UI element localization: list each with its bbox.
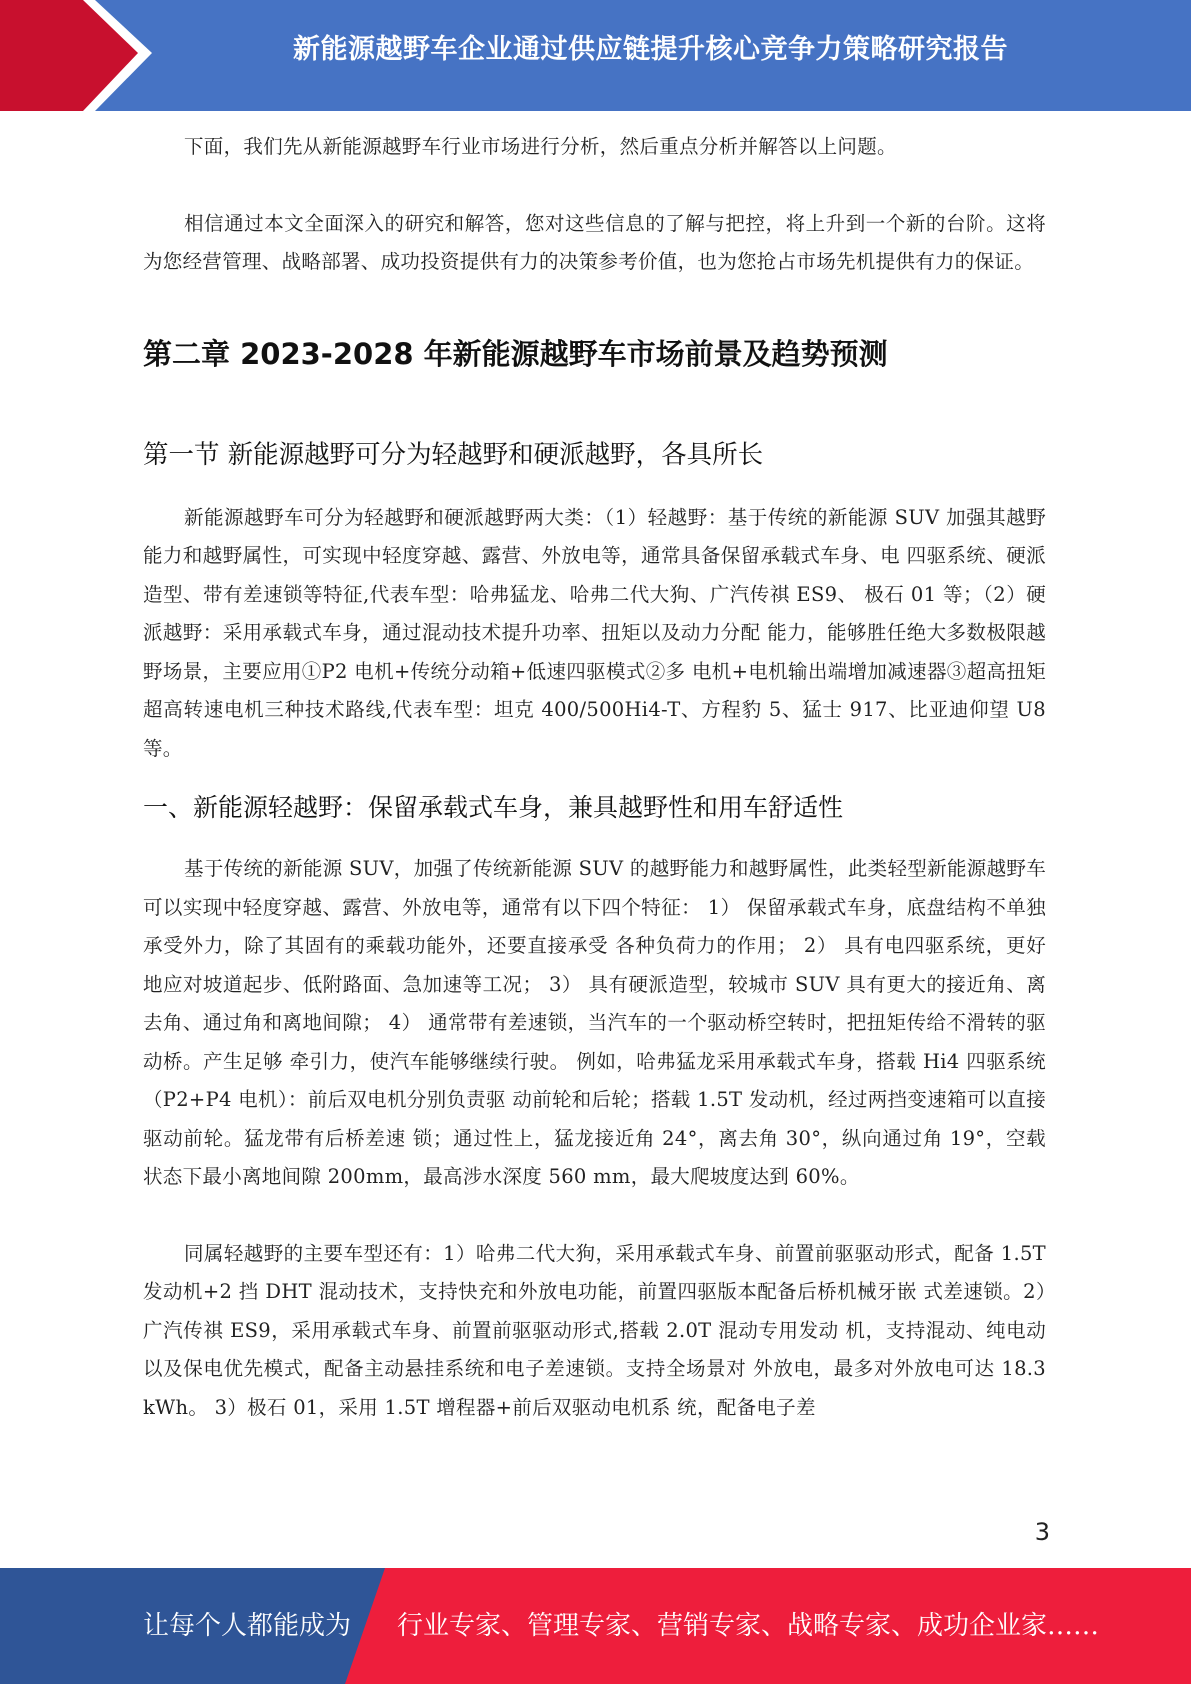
footer-slogan-left: 让每个人都能成为 (143, 1611, 352, 1641)
page-header (0, 0, 1191, 111)
subsection-paragraph-1: 基于传统的新能源 SUV，加强了传统新能源 SUV 的越野能力和越野属性，此类轻型新能源越野车可以实现中轻度穿越、露营、外放电等，通常有以下四个特征： 1） 保留承载式车身，底盘结构不单独承受外力，除了其固有的乘载功能外，还要直接承受 各种负荷力的作用； 2） 具有电四驱系统，更好地应对坡道起步、低附路面、急加速等工况； 3） 具有硬派造型，较城市 SUV 具有更大的接近角、离去角、通过角和离地间隙； 4） 通常带有差速锁，当汽车的一个驱动桥空转时，把扭矩传给不滑转的驱动桥。产生足够 牵引力，使汽车能够继续行驶。 例如，哈弗猛龙采用承载式车身，搭载 Hi4 四驱系统（P2+P4 电机）：前后双电机分别负责驱 动前轮和后轮；搭载 1.5T 发动机，经过两挡变速箱可以直接驱动前轮。猛龙带有后桥差速 锁；通过性上，猛龙接近角 24°，离去角 30°，纵向通过角 19°，空载状态下最小离地间隙 200mm，最高涉水深度 560 mm，最大爬坡度达到 60%。 (143, 857, 1046, 1188)
footer-slogan-right: 行业专家、管理专家、营销专家、战略专家、成功企业家…… (397, 1611, 1100, 1641)
subsection-heading: 一、新能源轻越野：保留承载式车身，兼具越野性和用车舒适性 (143, 793, 844, 822)
section-heading: 第一节 新能源越野可分为轻越野和硬派越野，各具所长 (143, 439, 764, 470)
page-content (143, 128, 1046, 1427)
section-paragraph-1: 新能源越野车可分为轻越野和硬派越野两大类：（1）轻越野：基于传统的新能源 SUV 加强其越野能力和越野属性，可实现中轻度穿越、露营、外放电等，通常具备保留承载式车身、电 四驱系统、硬派造型、带有差速锁等特征,代表车型：哈弗猛龙、哈弗二代大狗、广汽传祺 ES9、 极石 01 等；（2）硬派越野：采用承载式车身，通过混动技术提升功率、扭矩以及动力分配 能力，能够胜任绝大多数极限越野场景，主要应用①P2 电机+传统分动箱+低速四驱模式②多 电机+电机输出端增加减速器③超高扭矩超高转速电机三种技术路线,代表车型：坦克 400/500Hi4-T、方程豹 5、猛士 917、比亚迪仰望 U8 等。 (143, 505, 1046, 760)
subsection-paragraph-2: 同属轻越野的主要车型还有：1）哈弗二代大狗，采用承载式车身、前置前驱驱动形式，配备 1.5T 发动机+2 挡 DHT 混动技术，支持快充和外放电功能，前置四驱版本配备后桥机械牙嵌 式差速锁。2）广汽传祺 ES9，采用承载式车身、前置前驱驱动形式,搭载 2.0T 混动专用发动 机，支持混动、纯电动以及保电优先模式，配备主动悬挂系统和电子差速锁。支持全场景对 外放电，最多对外放电可达 18.3 kWh。 3）极石 01，采用 1.5T 增程器+前后双驱动电机系 统，配备电子差 (143, 1241, 1046, 1419)
intro-paragraph-2: 相信通过本文全面深入的研究和解答，您对这些信息的了解与把控，将上升到一个新的台阶。这将为您经营管理、战略部署、成功投资提供有力的决策参考价值，也为您抢占市场先机提供有力的保证。 (143, 211, 1046, 273)
header-title: 新能源越野车企业通过供应链提升核心竞争力策略研究报告 (293, 34, 1008, 65)
chapter-heading: 第二章 2023-2028 年新能源越野车市场前景及趋势预测 (143, 336, 888, 371)
page-footer (0, 1568, 1191, 1684)
page-number: 3 (1034, 1518, 1050, 1546)
intro-paragraph-1: 下面，我们先从新能源越野车行业市场进行分析，然后重点分析并解答以上问题。 (184, 135, 897, 158)
